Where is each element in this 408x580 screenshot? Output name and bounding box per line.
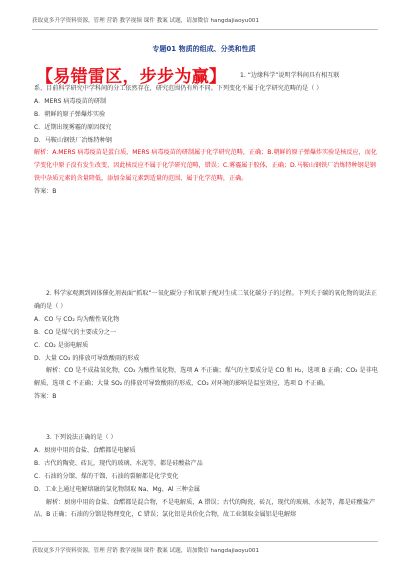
header-divider (32, 29, 378, 30)
question-2-answer: 答案：B (34, 393, 57, 401)
footer-divider (32, 541, 378, 542)
question-3-option-c: C．石油的分馏、煤的干馏、石油的裂解都是化学变化 (34, 472, 179, 480)
question-2-analysis: 解析：CO 是不成盐氧化物，CO₂ 为酸性氧化物，选项 A 不正确；煤气的主要成分是 CO 和 H₂，选项 B 正确；CO₂ 是非电解质，选项 C 不正确；大量 SO₂ 的排放可导致酸雨的形成，CO₂ 对环境的影响是温室效应，选项 D 不正确。 (34, 367, 378, 388)
question-3-analysis: 解析：厨房中用的食盐、食醋都是混合物，不是电解质，A 错误；古代的陶瓷、砖瓦，现代的玻璃、水泥等，都是硅酸盐产品，B 正确；石油的分馏是物理变化，C 错误；氯化铝是共价化合物，故工业制取金属铝是电解熔 (34, 498, 376, 519)
question-1-stem-line2: 系，目前科学研究中学科间的分工依然存在，研究范围仍有所不同。下列变化不属于化学研究范畴的是（ ） (34, 84, 323, 92)
question-3-option-b: B．古代的陶瓷、砖瓦，现代的玻璃、水泥等，都是硅酸盐产品 (34, 459, 203, 467)
question-2-option-a: A．CO 与 CO₂ 均为酸性氧化物 (34, 315, 120, 323)
question-1-option-a: A．MERS 病毒疫苗的研制 (34, 97, 107, 105)
question-2-option-c: C．CO₂ 是弱电解质 (34, 341, 89, 349)
question-1-option-b: B．朝鲜的原子弹爆炸实验 (34, 110, 106, 118)
question-1 (34, 70, 378, 199)
question-2-option-d: D．大量 CO₂ 的排放可导致酸雨的形成 (34, 354, 140, 362)
question-1-option-d: D．马鞍山钢铁厂冶炼特种钢 (34, 136, 112, 144)
question-3-option-a: A．厨房中用的食盐、食醋都是电解质 (34, 446, 136, 454)
question-2-stem: 2. 科学家观测到固体催化剂表面“抓取”一氧化碳分子和氧原子配对生成二氧化碳分子的过程。下列关于碳的氧化物的说法正确的是（ ） (34, 290, 377, 310)
question-3-stem: 3. 下列说法正确的是（ ） (46, 434, 117, 441)
question-3-option-d: D．工业上通过电解熔融的氯化物制取 Na、Mg、Al 三种金属 (34, 485, 200, 493)
page-footer: 获取更多升学资料资源，管理 营销 教学视频 课件 教案 试题，请加微信 hangdajiaoyu001 (32, 548, 260, 554)
question-1-answer: 答案：B (34, 188, 57, 196)
page-title: 专题01 物质的组成、分类和性质 (152, 45, 256, 53)
page-header: 获取更多升学资料资源，管理 营销 教学视频 课件 教案 试题，请加微信 hangdajiaoyu001 (32, 18, 260, 24)
question-3 (34, 432, 378, 522)
question-1-stem-line1: 1. “边缘科学”说明学科间具有相互联 (240, 72, 340, 79)
question-1-analysis: 解析：A.MERS 病毒疫苗是蛋白质，MERS 病毒疫苗的研制属于化学研究范畴，正确；B.朝鲜的原子弹爆炸实验是核反应，而化学变化中原子没有发生改变，因此核反应不属于化学研究范畴，错误；C.雾霾属于胶体，正确；D.马鞍山钢铁厂冶炼特种钢是钢铁中杂质元素的含量降低，添加金属元素到适量的范围，属于化学范畴，正确。 (34, 149, 377, 183)
error-zone-banner: 【易错雷区，步步为赢】 (36, 67, 227, 87)
question-2-option-b: B．CO 是煤气的主要成分之一 (34, 328, 117, 336)
question-1-option-c: C．近期出现雾霾的原因探究 (34, 123, 112, 131)
question-2 (34, 288, 378, 404)
